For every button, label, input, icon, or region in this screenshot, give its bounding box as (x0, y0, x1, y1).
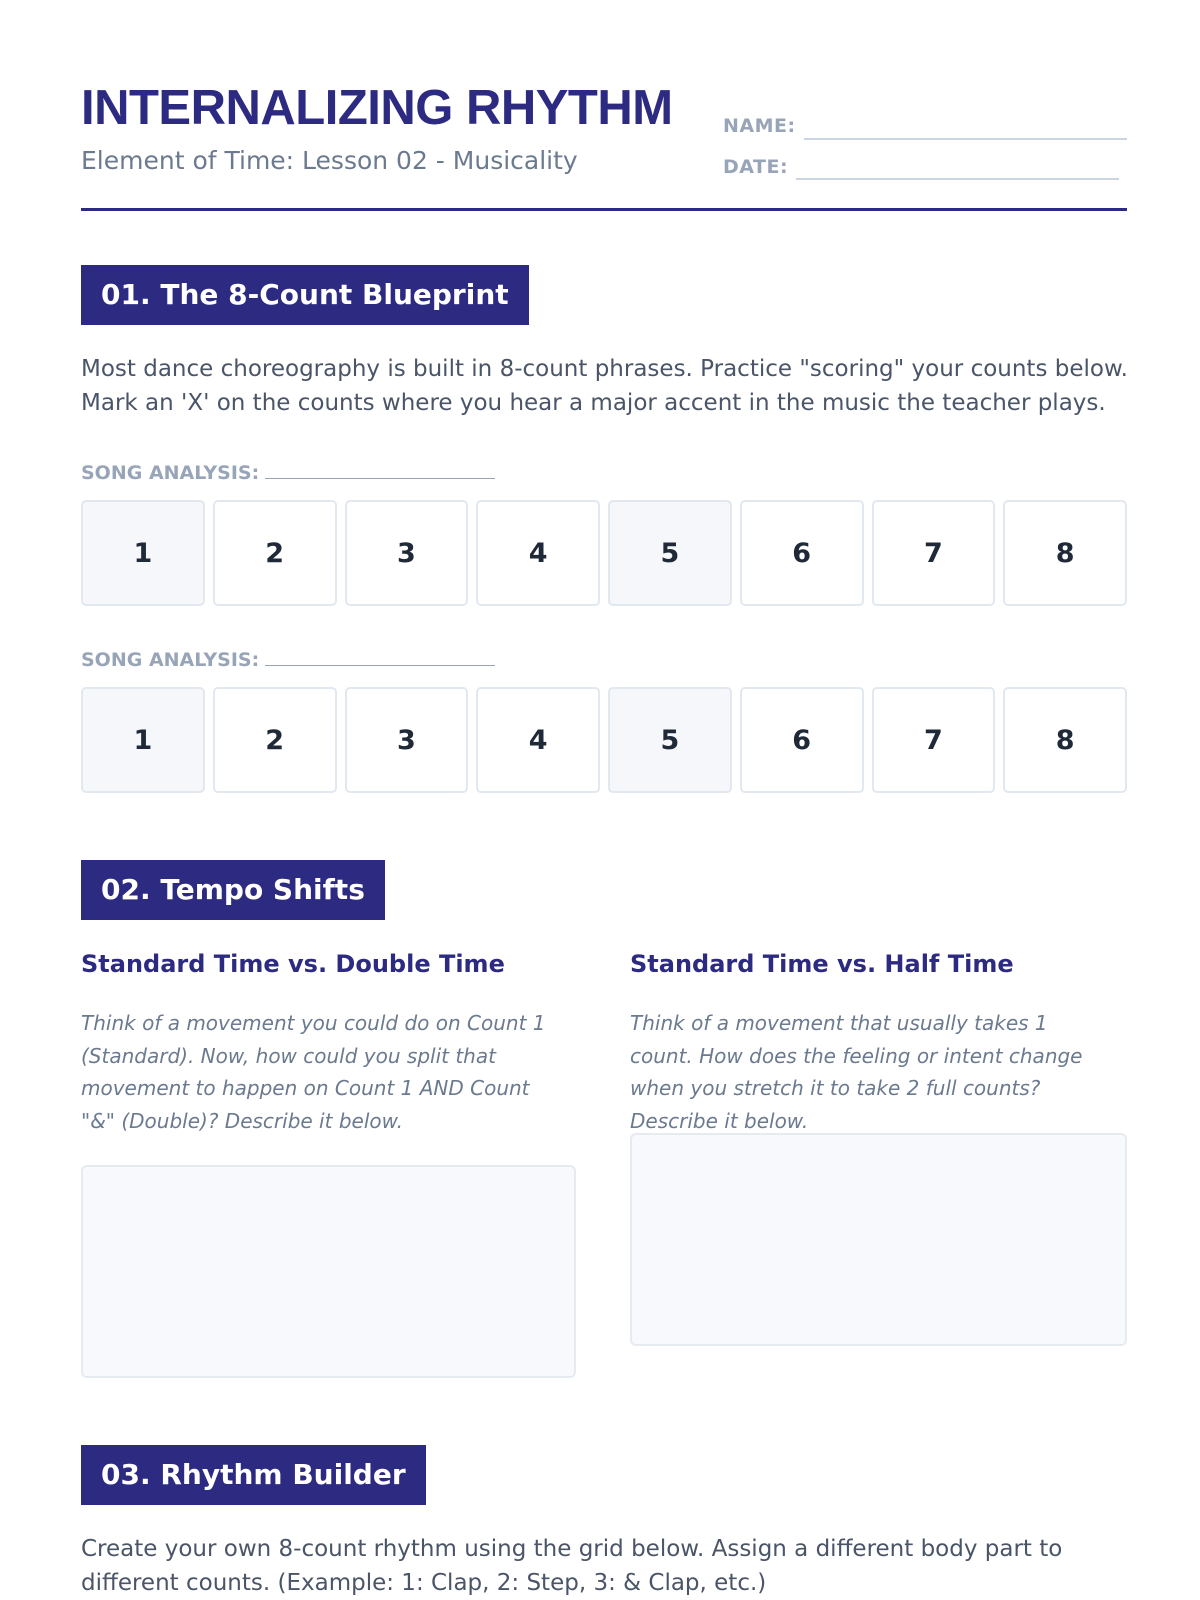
song-analysis-field-2[interactable] (265, 648, 495, 666)
song-analysis-label-1: SONG ANALYSIS: (81, 461, 495, 484)
date-label: DATE: (723, 156, 789, 178)
section-1-intro: Most dance choreography is built in 8-count phrases. Practice "scoring" your counts below. Mark an 'X' on the counts where you hear a major accent in the music the teacher plays. (81, 356, 1128, 416)
count-box[interactable]: 1 (81, 500, 205, 606)
name-label: NAME: (723, 115, 796, 137)
count-box[interactable]: 3 (345, 500, 469, 606)
half-time-title: Standard Time vs. Half Time (630, 950, 1014, 978)
count-box[interactable]: 6 (740, 687, 864, 793)
section-1-heading: 01. The 8-Count Blueprint (81, 265, 529, 325)
double-time-prompt: Think of a movement you could do on Count 1 (Standard). Now, how could you split that movement to happen on Count 1 AND Count "&" (Double)? Describe it below. (81, 1011, 546, 1133)
count-box[interactable]: 3 (345, 687, 469, 793)
half-time-answer-box[interactable] (630, 1133, 1127, 1346)
header-divider (81, 208, 1127, 211)
song-analysis-field-1[interactable] (265, 461, 495, 479)
section-3-heading: 03. Rhythm Builder (81, 1445, 426, 1505)
count-box[interactable]: 8 (1003, 687, 1127, 793)
count-box[interactable]: 8 (1003, 500, 1127, 606)
section-3-intro: Create your own 8-count rhythm using the grid below. Assign a different body part to different counts. (Example: 1: Clap, 2: Step, 3: & Clap, etc.) (81, 1536, 1063, 1596)
double-time-title: Standard Time vs. Double Time (81, 950, 505, 978)
count-box[interactable]: 4 (476, 687, 600, 793)
count-box[interactable]: 7 (872, 687, 996, 793)
date-field[interactable] (796, 160, 1119, 180)
page-subtitle: Element of Time: Lesson 02 - Musicality (81, 146, 578, 175)
count-box[interactable]: 6 (740, 500, 864, 606)
name-field[interactable] (804, 120, 1127, 140)
section-2-heading: 02. Tempo Shifts (81, 860, 385, 920)
count-box[interactable]: 5 (608, 687, 732, 793)
half-time-prompt: Think of a movement that usually takes 1 count. How does the feeling or intent change when you stretch it to take 2 full counts? Describe it below. (630, 1011, 1083, 1133)
page-title: INTERNALIZING RHYTHM (81, 81, 673, 135)
count-box[interactable]: 5 (608, 500, 732, 606)
count-box[interactable]: 1 (81, 687, 205, 793)
count-box[interactable]: 2 (213, 687, 337, 793)
count-row-1 (81, 500, 1127, 606)
count-box[interactable]: 4 (476, 500, 600, 606)
song-analysis-label-2: SONG ANALYSIS: (81, 648, 495, 671)
count-box[interactable]: 2 (213, 500, 337, 606)
count-row-2 (81, 687, 1127, 793)
double-time-answer-box[interactable] (81, 1165, 576, 1378)
count-box[interactable]: 7 (872, 500, 996, 606)
